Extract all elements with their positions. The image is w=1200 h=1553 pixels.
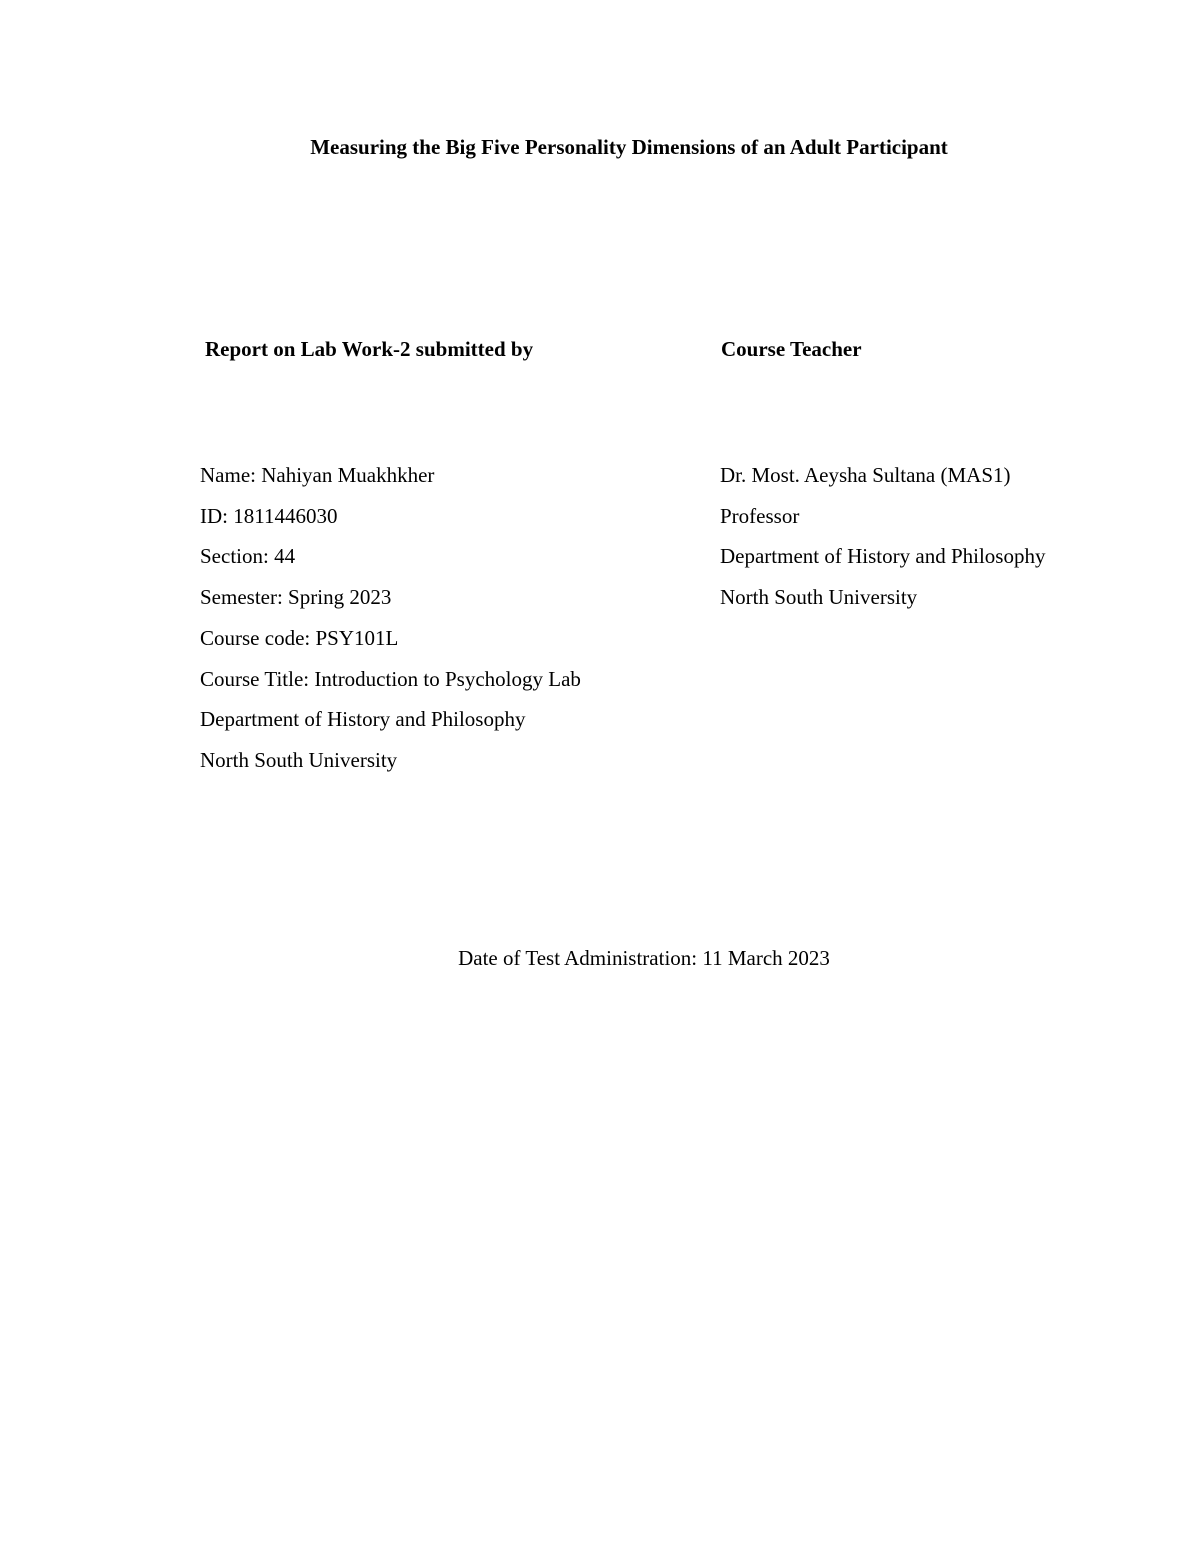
student-university: North South University [200,747,398,772]
course-code: Course code: PSY101L [200,625,399,650]
teacher-title: Professor [720,503,800,528]
teacher-university: North South University [720,585,918,610]
test-date: Date of Test Administration: 11 March 2023 [458,946,830,970]
teacher-department: Department of History and Philosophy [720,544,1046,569]
student-section: Section: 44 [200,544,296,569]
document-title: Measuring the Big Five Personality Dimensions of an Adult Participant [310,135,948,159]
teacher-details [720,455,1045,618]
student-name: Name: Nahiyan Muakhkher [200,463,435,487]
course-teacher-heading: Course Teacher [721,337,862,361]
student-details [200,455,581,781]
teacher-name: Dr. Most. Aeysha Sultana (MAS1) [720,463,1011,487]
course-title: Course Title: Introduction to Psychology Lab [200,666,581,691]
submitted-by-heading: Report on Lab Work-2 submitted by [205,337,534,361]
student-id: ID: 1811446030 [200,503,338,528]
student-semester: Semester: Spring 2023 [200,585,392,610]
student-department: Department of History and Philosophy [200,707,526,732]
